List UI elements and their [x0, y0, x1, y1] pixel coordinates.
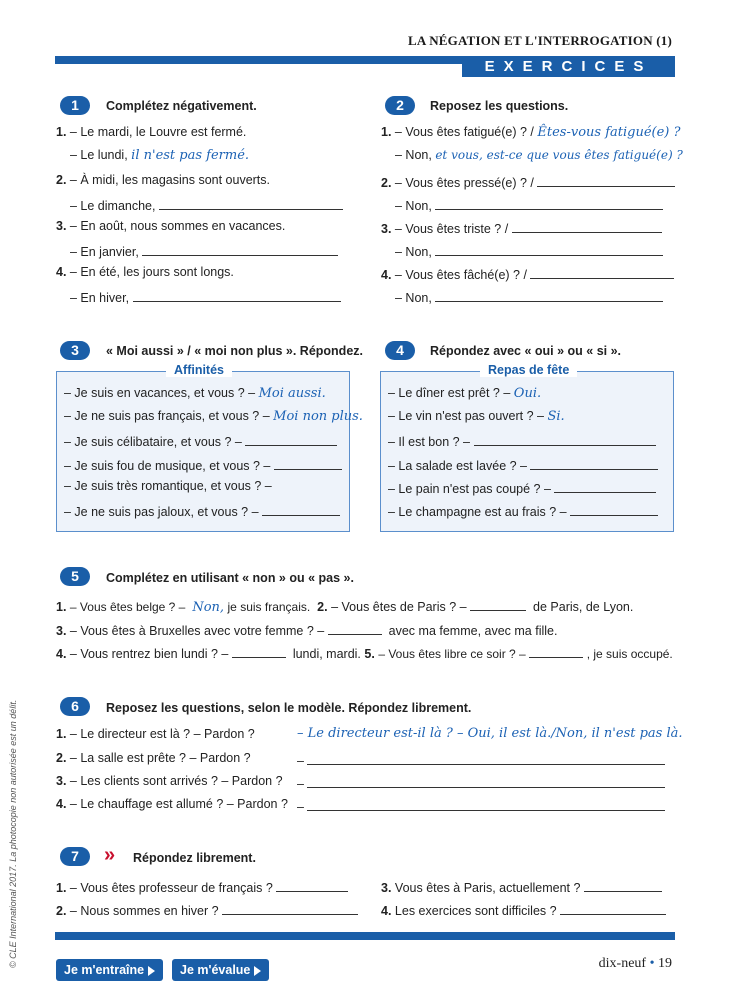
ex4-line-6: – Le champagne est au frais ? –: [388, 502, 658, 519]
ex3-line-3: – Je suis célibataire, et vous ? –: [64, 432, 337, 449]
play-arrow-icon: [254, 966, 261, 976]
ex2-line-3: 2. – Vous êtes pressé(e) ? /: [381, 173, 675, 190]
ex1-line-3: 2. – À midi, les magasins sont ouverts.: [56, 173, 271, 187]
answer-blank[interactable]: [307, 797, 665, 811]
answer-blank[interactable]: [222, 901, 358, 915]
je-m-entraine-button[interactable]: Je m'entraîne: [56, 959, 163, 981]
answer-blank[interactable]: [232, 644, 286, 658]
ex6-line-1: 1. – Le directeur est là ? – Pardon ?: [56, 727, 255, 741]
ex4-line-3: – Il est bon ? –: [388, 432, 656, 449]
page-number: dix-neuf • 19: [598, 956, 672, 971]
ex5-line-1: 1. – Vous êtes belge ? – Non, je suis français. 2. – Vous êtes de Paris ? – de Paris, de Lyon.: [56, 597, 633, 615]
answer-blank[interactable]: [328, 621, 382, 635]
ex2-line-6: – Non,: [395, 242, 663, 259]
ex5-line-2: 3. – Vous êtes à Bruxelles avec votre femme ? – avec ma femme, avec ma fille.: [56, 621, 557, 638]
exercise-6-instruction: Reposez les questions, selon le modèle. Répondez librement.: [106, 701, 472, 715]
ex4-line-1: – Le dîner est prêt ? – Oui.: [388, 386, 542, 401]
ex7-line-2: 2. – Nous sommes en hiver ?: [56, 901, 358, 918]
exercise-5-number: 5: [60, 567, 90, 586]
ex4-line-2: – Le vin n'est pas ouvert ? – Si.: [388, 409, 565, 424]
exercises-banner: EXERCICES: [462, 56, 675, 77]
answer-blank[interactable]: [435, 242, 663, 256]
answer-blank[interactable]: [537, 173, 675, 187]
ex6-line-4: 4. – Le chauffage est allumé ? – Pardon ?: [56, 797, 288, 811]
ex3-line-2: – Je ne suis pas français, et vous ? – Moi non plus.: [64, 409, 363, 424]
ex2-line-8: – Non,: [395, 288, 663, 305]
ex7-line-4: 4. Les exercices sont difficiles ?: [381, 901, 666, 918]
ex1-line-2: – Le lundi, il n'est pas fermé.: [70, 148, 250, 163]
play-arrow-icon: [148, 966, 155, 976]
ex4-line-4: – La salade est lavée ? –: [388, 456, 658, 473]
ex1-line-6: – En janvier,: [70, 242, 338, 259]
answer-blank[interactable]: [529, 644, 583, 658]
ex3-line-6: – Je ne suis pas jaloux, et vous ? –: [64, 502, 340, 519]
exercise-4-number: 4: [385, 341, 415, 360]
answer-blank[interactable]: [530, 265, 674, 279]
exercise-7-number: 7: [60, 847, 90, 866]
exercise-3-number: 3: [60, 341, 90, 360]
ex6-line-3: 3. – Les clients sont arrivés ? – Pardon ?: [56, 774, 283, 788]
ex6-answer-1: [297, 726, 683, 741]
ex2-line-7: 4. – Vous êtes fâché(e) ? /: [381, 265, 674, 282]
ex6-answer-4: –: [297, 797, 665, 814]
answer-blank[interactable]: [276, 878, 348, 892]
exercise-1-instruction: Complétez négativement.: [106, 99, 257, 113]
answer-blank[interactable]: [245, 432, 337, 446]
ex6-answer-3: –: [297, 774, 665, 791]
answer-blank[interactable]: [512, 219, 662, 233]
answer-blank[interactable]: [570, 502, 658, 516]
exercise-4-instruction: Répondez avec « oui » ou « si ».: [430, 344, 622, 358]
ex7-line-3: 3. Vous êtes à Paris, actuellement ?: [381, 878, 662, 895]
footer-band: [55, 932, 675, 940]
ex1-line-4: – Le dimanche,: [70, 196, 343, 213]
handwritten-answer: Non,: [192, 600, 225, 615]
handwritten-answer: et vous, est-ce que vous êtes fatigué(e) ?: [435, 148, 683, 162]
exercise-2-instruction: Reposez les questions.: [430, 99, 569, 113]
ex1-line-5: 3. – En août, nous sommes en vacances.: [56, 219, 286, 233]
answer-blank[interactable]: [307, 751, 665, 765]
ex4-line-5: – Le pain n'est pas coupé ? –: [388, 479, 656, 496]
answer-blank[interactable]: [554, 479, 656, 493]
handwritten-answer: Moi non plus.: [273, 409, 363, 424]
double-chevron-icon: »: [104, 844, 116, 866]
exercise-3-instruction: « Moi aussi » / « moi non plus ». Répondez.: [106, 344, 363, 358]
ex1-line-1: 1. – Le mardi, le Louvre est fermé.: [56, 125, 247, 139]
handwritten-answer: Oui.: [513, 386, 542, 401]
ex6-line-2: 2. – La salle est prête ? – Pardon ?: [56, 751, 251, 765]
exercise-2-number: 2: [385, 96, 415, 115]
answer-blank[interactable]: [584, 878, 662, 892]
ex2-line-4: – Non,: [395, 196, 663, 213]
handwritten-answer: – Le directeur est-il là ? – Oui, il est là./Non, il n'est pas là.: [297, 726, 683, 741]
answer-blank[interactable]: [159, 196, 343, 210]
answer-blank[interactable]: [307, 774, 665, 788]
handwritten-answer: Si.: [547, 409, 565, 424]
answer-blank[interactable]: [142, 242, 338, 256]
handwritten-answer: Êtes-vous fatigué(e) ?: [537, 125, 681, 140]
answer-blank[interactable]: [470, 597, 526, 611]
ex2-line-2: – Non, et vous, est-ce que vous êtes fatigué(e) ?: [395, 148, 683, 162]
ex3-line-1: – Je suis en vacances, et vous ? – Moi aussi.: [64, 386, 326, 401]
answer-blank[interactable]: [133, 288, 341, 302]
answer-blank[interactable]: [274, 456, 342, 470]
answer-blank[interactable]: [262, 502, 340, 516]
exercise-1-number: 1: [60, 96, 90, 115]
ex2-line-5: 3. – Vous êtes triste ? /: [381, 219, 662, 236]
ex1-line-8: – En hiver,: [70, 288, 341, 305]
handwritten-answer: Moi aussi.: [258, 386, 326, 401]
je-m-evalue-button[interactable]: Je m'évalue: [172, 959, 269, 981]
exercise-7-instruction: Répondez librement.: [133, 851, 256, 865]
answer-blank[interactable]: [530, 456, 658, 470]
copyright-notice: © CLE International 2017. La photocopie non autorisée est un délit.: [8, 699, 18, 968]
answer-blank[interactable]: [435, 196, 663, 210]
ex2-line-1: 1. – Vous êtes fatigué(e) ? / Êtes-vous fatigué(e) ?: [381, 125, 681, 140]
ex1-line-7: 4. – En été, les jours sont longs.: [56, 265, 234, 279]
panel-title: Affinités: [166, 363, 232, 377]
answer-blank[interactable]: [560, 901, 666, 915]
ex7-line-1: 1. – Vous êtes professeur de français ?: [56, 878, 348, 895]
handwritten-answer: il n'est pas fermé.: [131, 148, 250, 163]
exercise-6-number: 6: [60, 697, 90, 716]
answer-blank[interactable]: [435, 288, 663, 302]
ex3-line-4: – Je suis fou de musique, et vous ? –: [64, 456, 342, 473]
panel-title: Repas de fête: [480, 363, 577, 377]
ex6-answer-2: –: [297, 751, 665, 768]
answer-blank[interactable]: [474, 432, 656, 446]
ex5-line-3: 4. – Vous rentrez bien lundi ? – lundi, mardi. 5. – Vous êtes libre ce soir ? – , je suis occupé.: [56, 644, 673, 661]
ex3-line-5: – Je suis très romantique, et vous ? –: [64, 479, 272, 493]
chapter-title: LA NÉGATION ET L'INTERROGATION (1): [408, 33, 672, 48]
exercise-5-instruction: Complétez en utilisant « non » ou « pas ».: [106, 571, 354, 585]
